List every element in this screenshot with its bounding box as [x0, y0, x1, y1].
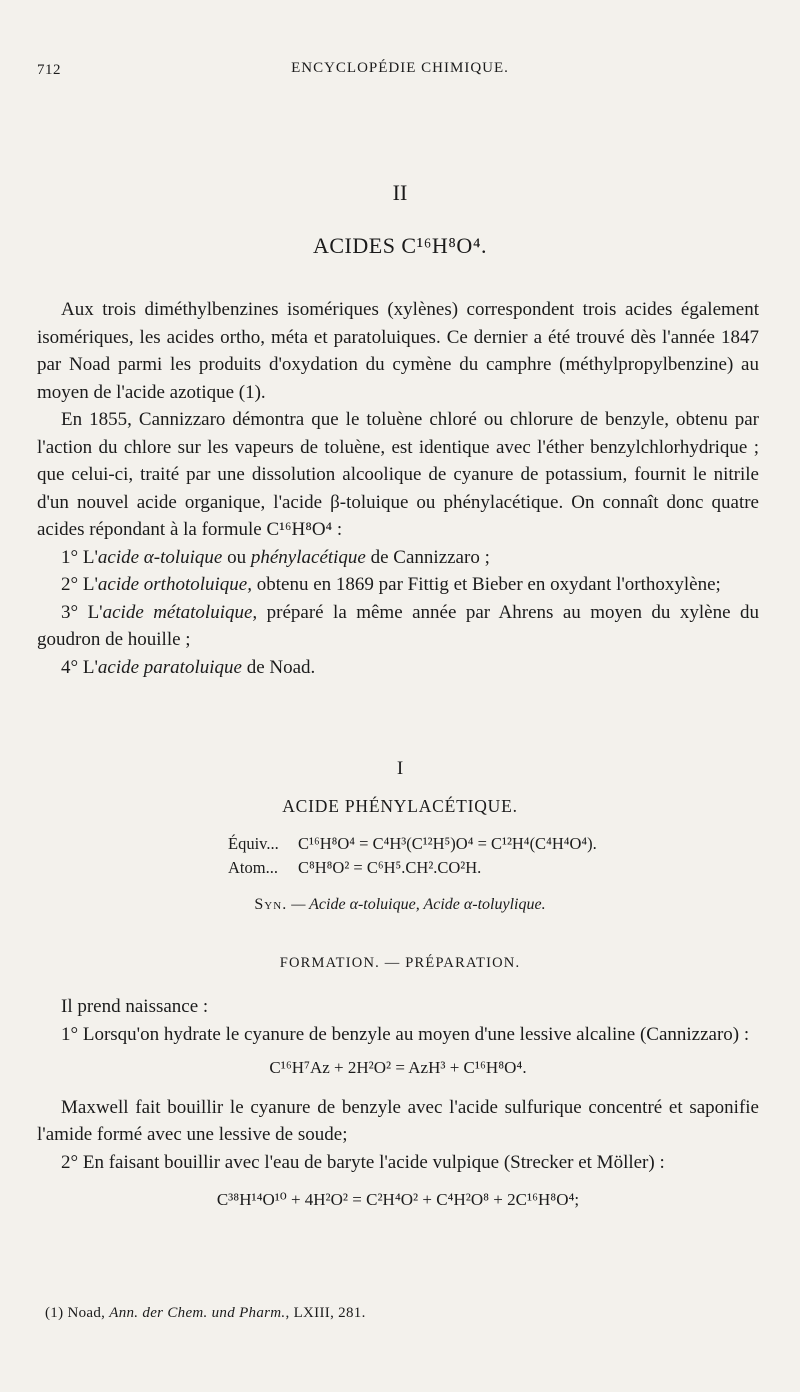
footnote-mark: (1) [45, 1305, 64, 1321]
list-item-article: L' [82, 656, 98, 678]
intro-paragraph-1: Aux trois diméthylbenzines isomériques (xylènes) correspondent trois acides également isomériques, les acides ortho, méta et paratoluiques. Ce dernier a été trouvé dès l'année 1847 par Noad parmi les produits d'oxydation du cymène du camphre (méthylpropylbenzine) au moyen de l'acide azotique (1). [37, 299, 759, 403]
atom-label: Atom... [228, 858, 278, 877]
section-numeral: II [392, 180, 408, 205]
footnote-author: Noad, [63, 1305, 110, 1321]
acid-name-alt: phénylacétique [250, 546, 366, 568]
subsection-numeral: I [396, 758, 404, 779]
equiv-row [228, 832, 597, 856]
formula-block [228, 832, 597, 880]
synonyms [0, 896, 800, 914]
list-item-text: obtenu en 1869 par Fittig et Bieber en oxydant l'orthoxylène; [251, 574, 721, 595]
list-item-4 [37, 654, 759, 682]
footnote-journal: Ann. der Chem. und Pharm. [109, 1305, 286, 1321]
list-item-article: L' [82, 546, 98, 568]
running-title: ENCYCLOPÉDIE CHIMIQUE. [291, 60, 509, 76]
formation-paragraph-2: 1° Lorsqu'on hydrate le cyanure de benzyle au moyen d'une lessive alcaline (Cannizzaro) : [61, 1023, 750, 1045]
list-item-3 [37, 599, 759, 654]
footnote-ref: , LXIII, 281. [285, 1305, 366, 1321]
acid-name: acide α-toluique [97, 546, 223, 568]
subsection-title: ACIDE PHÉNYLACÉTIQUE. [282, 796, 518, 816]
acid-name: acide paratoluique [97, 656, 242, 678]
list-item-article: L' [87, 601, 103, 623]
atom-formula: C⁸H⁸O² = C⁶H⁵.CH².CO²H. [298, 858, 482, 877]
equation-1: C¹⁶H⁷Az + 2H²O² = AzH³ + C¹⁶H⁸O⁴. [269, 1058, 527, 1077]
acid-name: acide métatoluique, [102, 601, 258, 623]
equiv-label: Équiv... [228, 834, 279, 853]
list-item-article: L' [82, 574, 98, 595]
equiv-formula: C¹⁶H⁸O⁴ = C⁴H³(C¹²H⁵)O⁴ = C¹²H⁴(C⁴H⁴O⁴). [298, 834, 597, 853]
list-item-number: 3° [61, 601, 79, 623]
intro-paragraph-2: En 1855, Cannizzaro démontra que le toluène chloré ou chlorure de benzyle, obtenu par l'action du chlore sur les vapeurs de toluène, est identique avec l'éther benzylchlorhydrique ; que celui-ci, traité par une dissolution alcoolique de cyanure de potassium, fournit le nitrile d'un nouvel acide organique, l'acide β-toluique ou phénylacétique. On connaît donc quatre acides répondant à la formule C¹⁶H⁸O⁴ : [37, 409, 759, 540]
acid-name: acide orthotoluique, [97, 574, 252, 595]
atom-row [228, 856, 597, 880]
formation-text [37, 993, 759, 1222]
syn-label: Syn. [254, 896, 288, 913]
formation-paragraph-4: 2° En faisant bouillir avec l'eau de baryte l'acide vulpique (Strecker et Möller) : [61, 1151, 665, 1173]
list-item-text: préparé la même année par Ahrens au moyen du xylène du goudron de houille ; [37, 601, 759, 650]
list-item-2 [37, 571, 759, 599]
list-item-text: de Noad. [241, 656, 316, 678]
syn-text: — Acide α-toluique, Acide α-toluylique. [287, 896, 546, 913]
footnote [45, 1305, 366, 1322]
list-item-1 [37, 544, 759, 572]
intro-text [37, 296, 759, 681]
formation-paragraph-3: Maxwell fait bouillir le cyanure de benzyle avec l'acide sulfurique concentré et saponifie l'amide formé avec une lessive de soude; [37, 1096, 759, 1145]
formation-heading: FORMATION. — PRÉPARATION. [279, 955, 521, 971]
equation-2: C³⁸H¹⁴O¹⁰ + 4H²O² = C²H⁴O² + C⁴H²O⁸ + 2C¹⁶H⁸O⁴; [216, 1190, 580, 1209]
list-item-number: 2° [61, 574, 79, 595]
list-item-connector: ou [222, 546, 251, 568]
section-title: ACIDES C¹⁶H⁸O⁴. [312, 233, 487, 258]
formation-paragraph-1: Il prend naissance : [61, 996, 209, 1017]
page-number: 712 [37, 62, 61, 78]
list-item-text: de Cannizzaro ; [365, 546, 490, 568]
list-item-number: 4° [61, 656, 79, 678]
list-item-number: 1° [61, 546, 79, 568]
